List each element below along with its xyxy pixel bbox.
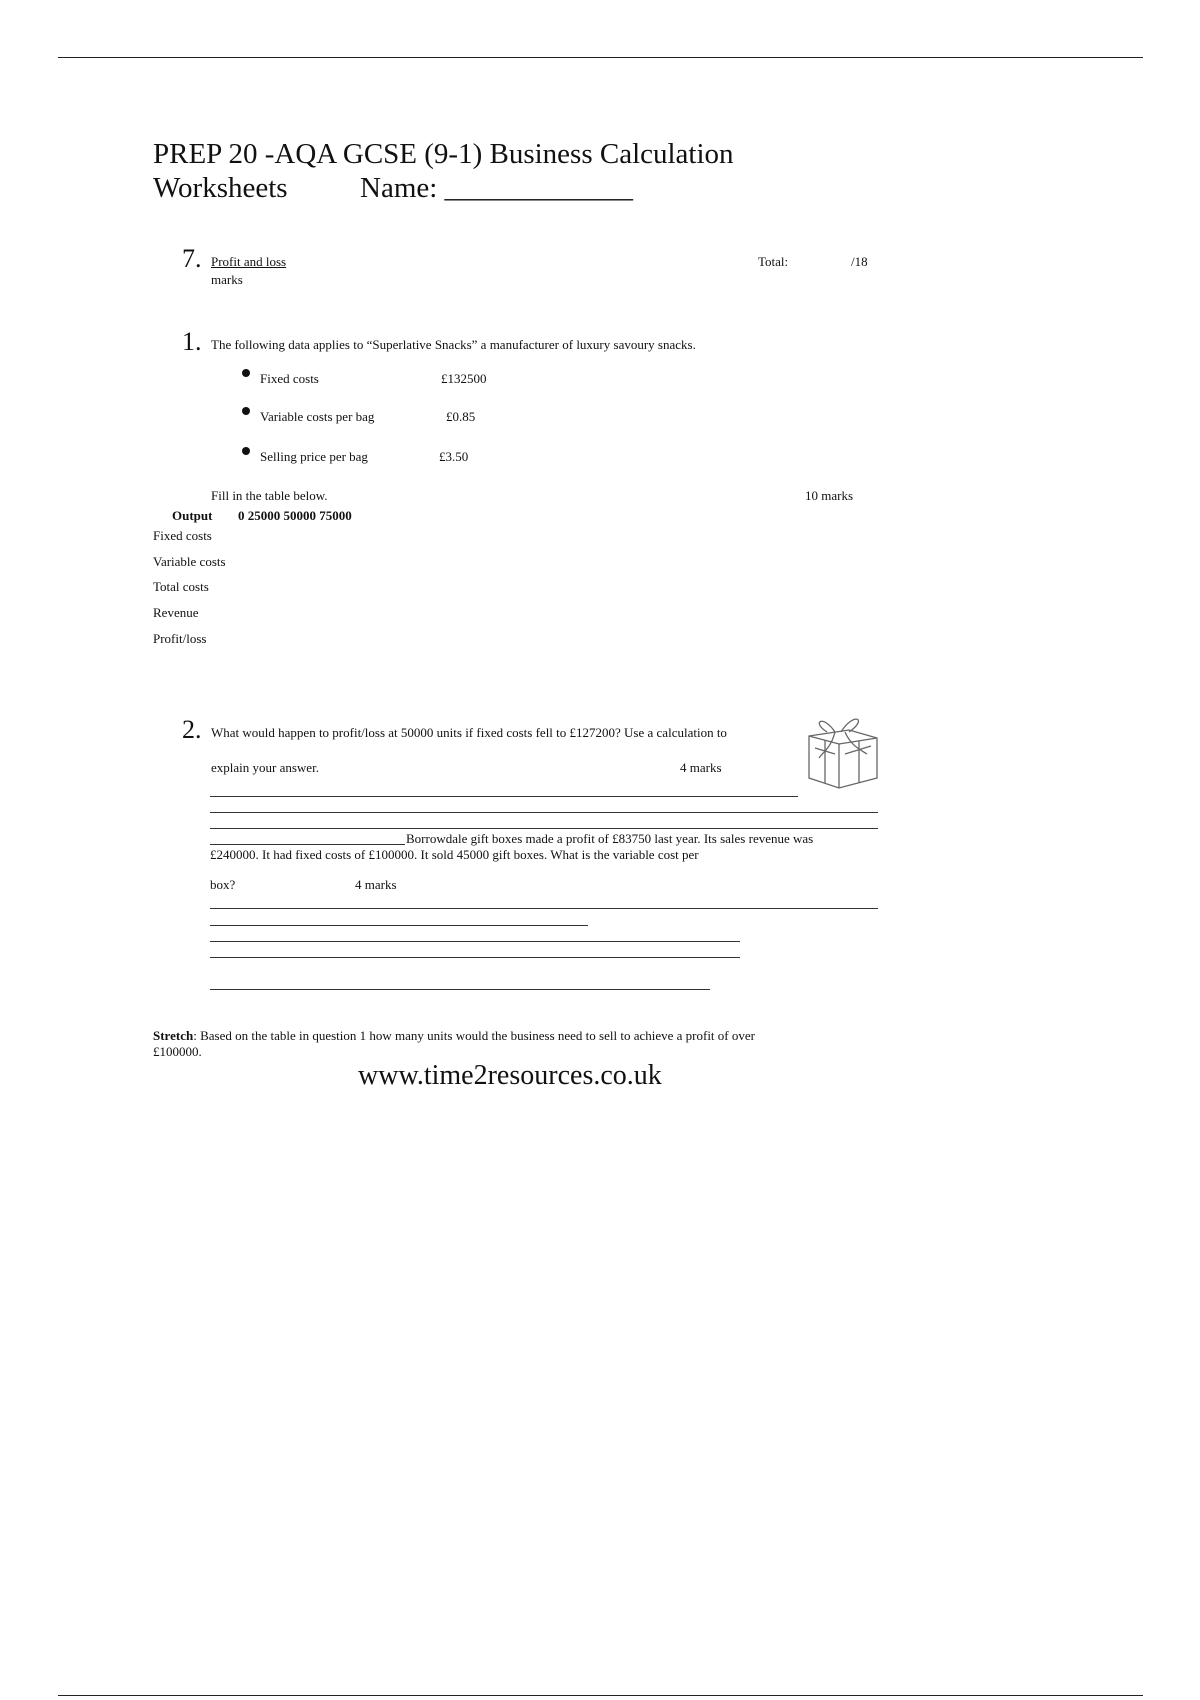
q3-text-line2: £240000. It had fixed costs of £100000. It sold 45000 gift boxes. What is the variable cost per [210,847,699,862]
q1-bullet-value: £3.50 [439,449,469,464]
total-label: Total: [758,254,789,269]
worksheet-title-line2: Worksheets [153,172,288,204]
q1-marks: 10 marks [805,488,854,503]
answer-line[interactable] [210,941,740,942]
q2-marks: 4 marks [680,760,722,775]
q3-text-line3: box? [210,877,236,892]
table-header-values: 0 25000 50000 75000 [238,508,352,523]
q2-text-line2: explain your answer. [211,760,319,775]
bottom-rule [58,1695,1143,1696]
answer-line[interactable] [210,812,878,813]
q1-instruction: Fill in the table below. [211,488,328,503]
answer-line[interactable] [210,828,878,829]
bullet-icon [242,407,250,415]
footer-url[interactable]: www.time2resources.co.uk [358,1060,662,1091]
stretch-label: Stretch [153,1028,194,1043]
table-row-label: Revenue [153,605,199,620]
q1-bullet-label: Variable costs per bag [260,409,375,424]
q1-bullet-label: Fixed costs [260,371,319,386]
answer-line[interactable] [210,844,405,845]
q1-bullet-label: Selling price per bag [260,449,368,464]
q2-text-line1: What would happen to profit/loss at 50000 units if fixed costs fell to £127200? Use a calculation to [211,725,727,740]
answer-line[interactable] [210,989,710,990]
worksheet-title-line1: PREP 20 -AQA GCSE (9-1) Business Calculation [153,138,734,170]
section-number: 7. [182,244,202,273]
name-field[interactable]: Name: _____________ [360,172,634,204]
answer-line[interactable] [210,957,740,958]
stretch-text: : Based on the table in question 1 how many units would the business need to sell to achieve a profit of over [193,1028,755,1043]
stretch-line2: £100000. [153,1044,202,1059]
answer-line[interactable] [210,925,588,926]
section-marks-word: marks [211,272,243,287]
answer-line[interactable] [210,796,798,797]
top-rule [58,57,1143,58]
stretch-line1 [153,1028,755,1044]
table-row-label: Fixed costs [153,528,212,543]
q3-marks: 4 marks [355,877,397,892]
gift-box-icon [805,708,880,790]
q2-number: 2. [182,715,202,744]
table-header-label: Output [172,508,213,523]
total-value: /18 [851,254,868,269]
bullet-icon [242,447,250,455]
q1-intro: The following data applies to “Superlative Snacks” a manufacturer of luxury savoury snacks. [211,337,696,352]
q1-number: 1. [182,327,202,356]
table-row-label: Profit/loss [153,631,207,646]
section-title: Profit and loss [211,254,287,269]
table-row-label: Total costs [153,579,209,594]
q3-text-line1: Borrowdale gift boxes made a profit of £83750 last year. Its sales revenue was [406,831,814,846]
table-row-label: Variable costs [153,554,226,569]
bullet-icon [242,369,250,377]
q1-bullet-value: £0.85 [446,409,476,424]
q1-bullet-value: £132500 [441,371,487,386]
answer-line[interactable] [210,908,878,909]
